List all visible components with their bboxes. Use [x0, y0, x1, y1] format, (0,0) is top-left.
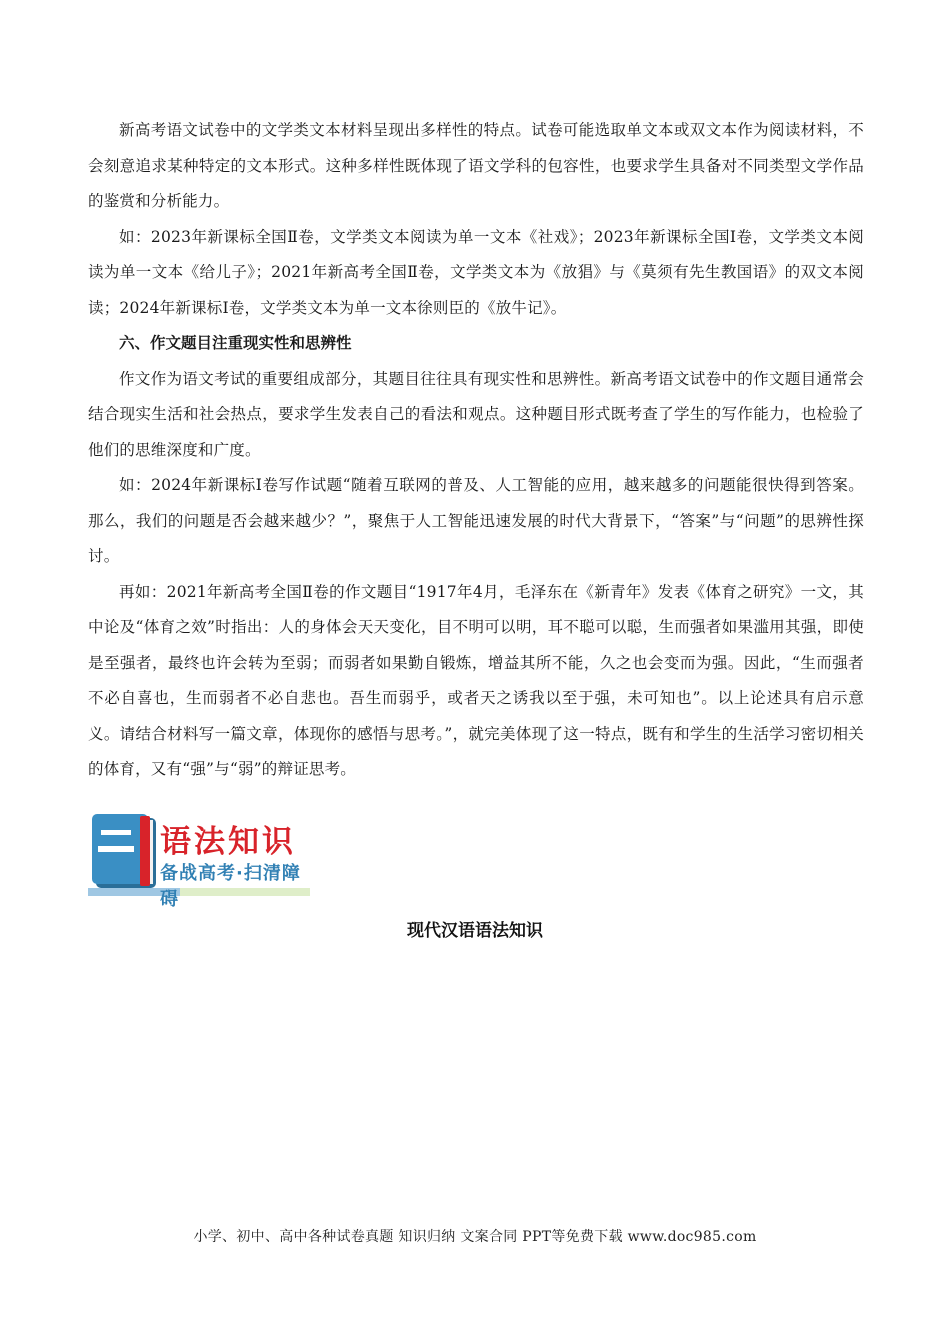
paragraph-essay-intro: 作文作为语文考试的重要组成部分，其题目往往具有现实性和思辨性。新高考语文试卷中的作文题目通常会结合现实生活和社会热点，要求学生发表自己的看法和观点。这种题目形式既考查了学生的写作能力，也检验了他们的思维深度和广度。 [88, 369, 864, 459]
paragraph-literary-diversity: 新高考语文试卷中的文学类文本材料呈现出多样性的特点。试卷可能选取单文本或双文本作为阅读材料，不会刻意追求某种特定的文本形式。这种多样性既体现了语文学科的包容性，也要求学生具备对不同类型文学作品的鉴赏和分析能力。 [88, 121, 864, 210]
paragraph-essay-example-2024: 如：2024年新课标Ⅰ卷写作试题“随着互联网的普及、人工智能的应用，越来越多的问题能很快得到答案。那么，我们的问题是否会越来越少？”，聚焦于人工智能迅速发展的时代大背景下，“答案”与“问题”的思辨性探讨。 [88, 476, 864, 565]
section-heading-6: 六、作文题目注重现实性和思辨性 [119, 334, 352, 352]
banner-subtitle: 备战高考·扫清障碍 [160, 863, 301, 910]
paragraph-essay-example-2021: 再如：2021年新高考全国Ⅱ卷的作文题目“1917年4月，毛泽东在《新青年》发表《体育之研究》一文，其中论及“体育之效”时指出：人的身体会天天变化，目不明可以明，耳不聪可以聪，生而强者如果滥用其强，即使是至强者，最终也许会转为至弱；而弱者如果勤自锻炼，增益其所不能，久之也会变而为强。因此，“生而强者不必自喜也，生而弱者不必自悲也。吾生而弱乎，或者天之诱我以至于强，未可知也”。以上论述具有启示意义。请结合材料写一篇文章，体现你的感悟与思考。”，就完美体现了这一特点，既有和学生的生活学习密切相关的体育，又有“强”与“弱”的辩证思考。 [88, 582, 864, 778]
paragraph-literary-examples: 如：2023年新课标全国Ⅱ卷，文学类文本阅读为单一文本《社戏》；2023年新课标全国Ⅰ卷，文学类文本阅读为单一文本《给儿子》；2021年新高考全国Ⅱ卷，文学类文本为《放猖》与《莫须有先生教国语》的双文本阅读；2024年新课标Ⅰ卷，文学类文本为单一文本徐则臣的《放牛记》。 [88, 227, 864, 317]
section-title: 现代汉语语法知识 [407, 921, 543, 941]
grammar-banner [88, 812, 310, 910]
page-footer: 小学、初中、高中各种试卷真题 知识归纳 文案合同 PPT等免费下载 www.doc985.com [193, 1229, 757, 1245]
document-body [88, 113, 864, 788]
banner-title: 语法知识 [160, 824, 296, 860]
